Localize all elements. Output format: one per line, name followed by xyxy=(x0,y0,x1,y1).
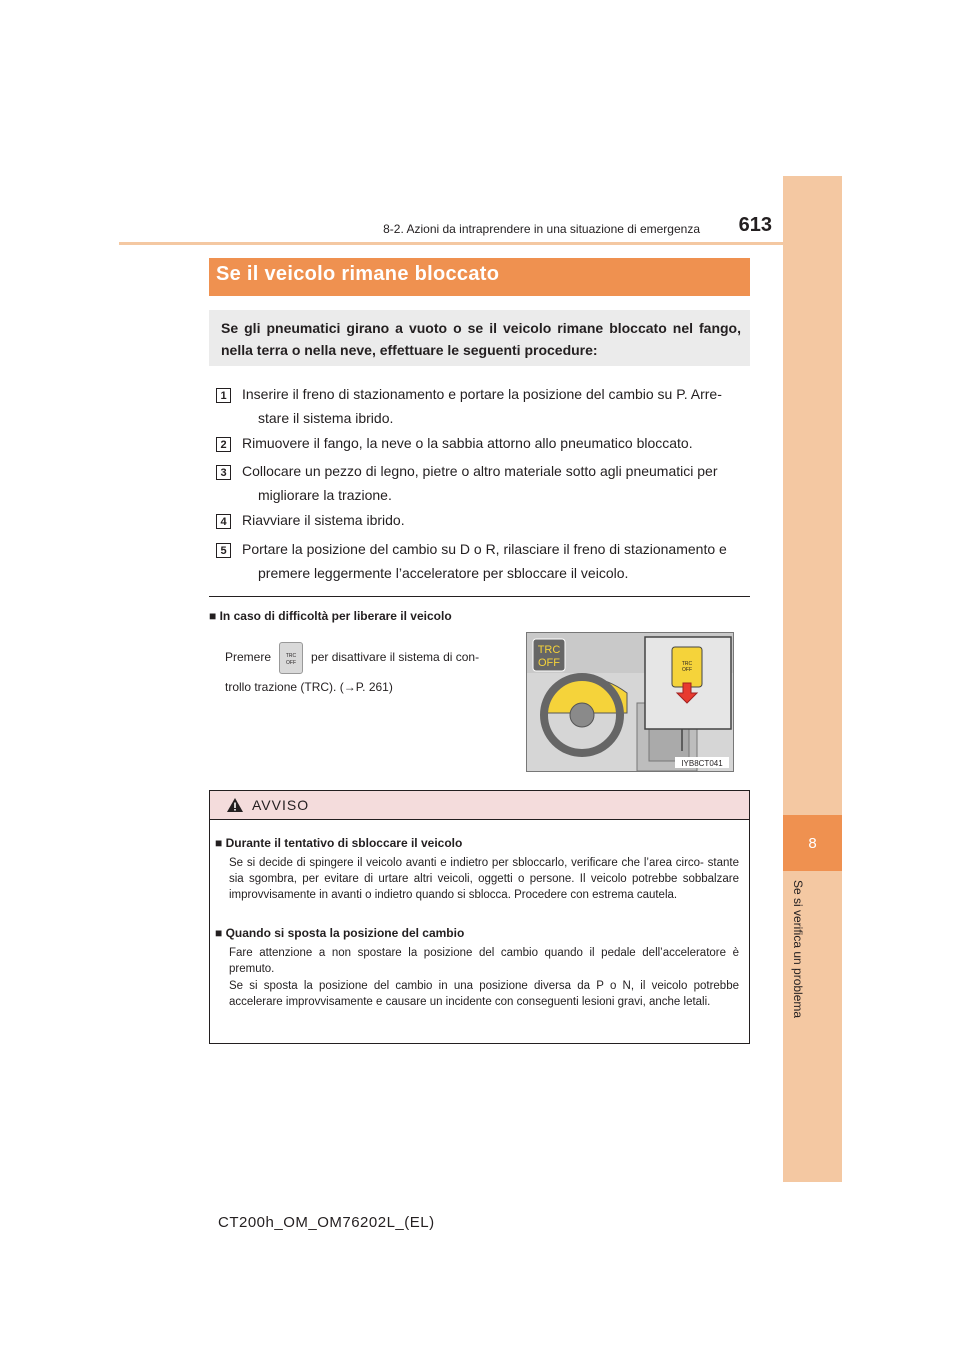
note-heading-text: In caso di difficoltà per liberare il veicolo xyxy=(219,609,452,623)
svg-text:OFF: OFF xyxy=(682,667,692,673)
step-text xyxy=(242,459,746,507)
step-number: 5 xyxy=(216,543,231,558)
step-number: 1 xyxy=(216,388,231,403)
note-heading xyxy=(209,609,452,623)
step-text xyxy=(242,382,746,430)
chapter-side-tab xyxy=(783,176,842,1182)
step-line: Inserire il freno di stazionamento e portare la posizione del cambio su P. Arre- xyxy=(242,386,722,402)
step-text xyxy=(242,431,746,455)
step-number: 3 xyxy=(216,465,231,480)
chapter-title: Se si verifica un problema xyxy=(790,880,805,1019)
header-rule xyxy=(119,242,783,245)
dashboard-illustration xyxy=(527,633,733,771)
page-title: Se il veicolo rimane bloccato xyxy=(216,263,500,285)
footer-code: CT200h_OM_OM76202L_(EL) xyxy=(218,1214,435,1231)
dashboard-photo xyxy=(526,632,734,772)
warning-item-heading xyxy=(215,836,462,850)
step-line: Portare la posizione del cambio su D o R, rilasciare il freno di stazionamento e xyxy=(242,541,727,557)
step-line: stare il sistema ibrido. xyxy=(258,410,394,426)
trc-off-switch-icon xyxy=(279,642,303,674)
step-line: Collocare un pezzo di legno, pietre o altro materiale sotto agli pneumatici per xyxy=(242,463,718,479)
intro-text: Se gli pneumatici girano a vuoto o se il veicolo rimane bloccato nel fango, nella terra o nella neve, effettuare le seguenti procedure: xyxy=(221,320,741,358)
svg-text:TRC: TRC xyxy=(681,661,693,667)
icon-label: TRC xyxy=(285,653,297,659)
bullet-icon: ■ xyxy=(215,926,223,940)
warning-title: AVVISO xyxy=(252,797,310,813)
icon-label: OFF xyxy=(286,660,297,666)
section-title: 8-2. Azioni da intraprendere in una situazione di emergenza xyxy=(383,222,700,236)
chapter-title-vertical xyxy=(783,880,842,1030)
warning-item-heading-text: Durante il tentativo di sbloccare il veicolo xyxy=(225,836,463,850)
step-line: Riavviare il sistema ibrido. xyxy=(242,512,405,528)
step-line: Rimuovere il fango, la neve o la sabbia attorno allo pneumatico bloccato. xyxy=(242,435,693,451)
step-number: 4 xyxy=(216,514,231,529)
step-number: 2 xyxy=(216,437,231,452)
svg-text:OFF: OFF xyxy=(538,657,560,669)
note-text-line2: trollo trazione (TRC). (→P. 261) xyxy=(225,680,393,694)
bullet-icon: ■ xyxy=(209,609,217,623)
note-text-after: per disattivare il sistema di con- xyxy=(311,650,480,665)
note-text-before: Premere xyxy=(225,650,272,665)
step-text xyxy=(242,537,746,585)
chapter-number: 8 xyxy=(783,815,842,871)
warning-paragraph: Fare attenzione a non spostare la posizione del cambio quando il pedale dell’acceleratore è premuto. xyxy=(229,947,739,975)
warning-paragraph: Se si sposta la posizione del cambio in una posizione diversa da P o N, il veicolo potrebbe accelerare improvvisamente e causare un incidente con conseguenti lesioni gravi, anche letali. xyxy=(229,980,739,1008)
step-text xyxy=(242,508,746,532)
page-number: 613 xyxy=(738,214,772,236)
warning-item-heading-text: Quando si sposta la posizione del cambio xyxy=(225,926,465,940)
warning-paragraph: Se si decide di spingere il veicolo avanti e indietro per sbloccarlo, verificare che l’area circo- stante sia sgombra, per evitare di urtare altri veicoli, oggetti o persone. Il veicolo potrebbe sobbalzare improvvisamente in avanti o indietro quando si sblocca. Procedere con estrema cautela. xyxy=(229,857,739,901)
warning-triangle-icon xyxy=(226,797,244,813)
svg-text:IYB8CT041: IYB8CT041 xyxy=(681,759,723,768)
step-line: migliorare la trazione. xyxy=(258,487,392,503)
svg-text:TRC: TRC xyxy=(537,644,561,656)
bullet-icon: ■ xyxy=(215,836,223,850)
divider xyxy=(209,596,750,597)
warning-item-heading xyxy=(215,926,464,940)
note-text xyxy=(225,642,505,702)
step-line: premere leggermente l’acceleratore per sbloccare il veicolo. xyxy=(258,565,629,581)
